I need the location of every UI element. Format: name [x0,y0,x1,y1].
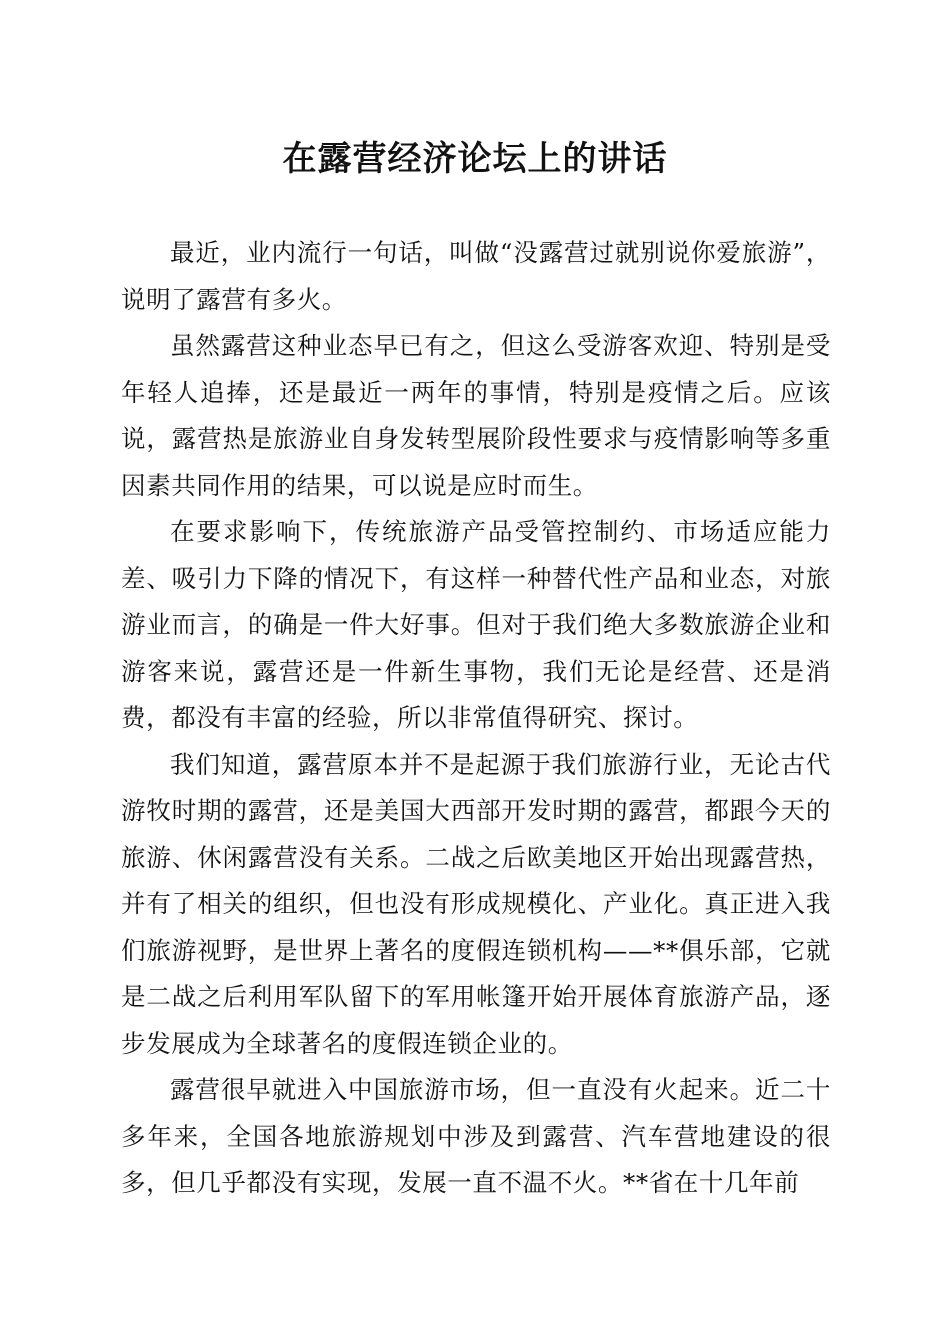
paragraph-4: 我们知道，露营原本并不是起源于我们旅游行业，无论古代游牧时期的露营，还是美国大西部开发时期的露营，都跟今天的旅游、休闲露营没有关系。二战之后欧美地区开始出现露营热，并有了相关的组织，但也没有形成规模化、产业化。真正进入我们旅游视野，是世界上著名的度假连锁机构——**俱乐部，它就是二战之后利用军队留下的军用帐篷开始开展体育旅游产品，逐步发展成为全球著名的度假连锁企业的。 [121,749,831,1058]
document-title: 在露营经济论坛上的讲话 [282,139,668,179]
document-body [121,230,831,1207]
paragraph-5: 露营很早就进入中国旅游市场，但一直没有火起来。近二十多年来，全国各地旅游规划中涉及到露营、汽车营地建设的很多，但几乎都没有实现，发展一直不温不火。**省在十几年前 [121,1075,831,1197]
paragraph-1: 最近，业内流行一句话，叫做“没露营过就别说你爱旅游”，说明了露营有多火。 [121,238,831,314]
paragraph-3: 在要求影响下，传统旅游产品受管控制约、市场适应能力差、吸引力下降的情况下，有这样一种替代性产品和业态，对旅游业而言，的确是一件大好事。但对于我们绝大多数旅游企业和游客来说，露营还是一件新生事物，我们无论是经营、还是消费，都没有丰富的经验，所以非常值得研究、探讨。 [121,517,831,732]
paragraph-2: 虽然露营这种业态早已有之，但这么受游客欢迎、特别是受年轻人追捧，还是最近一两年的事情，特别是疫情之后。应该说，露营热是旅游业自身发转型展阶段性要求与疫情影响等多重因素共同作用的结果，可以说是应时而生。 [121,331,831,500]
